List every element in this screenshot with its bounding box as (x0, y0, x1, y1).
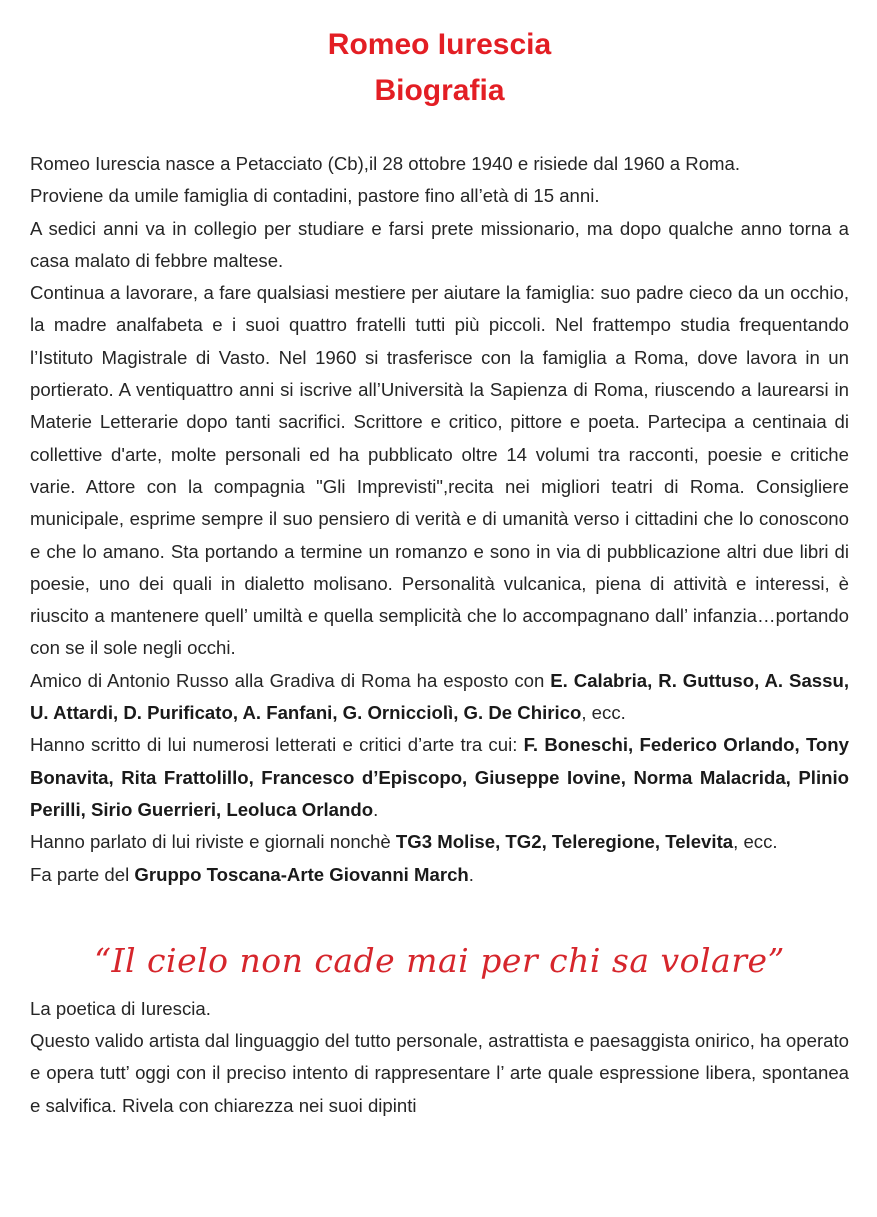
bio-paragraph: Proviene da umile famiglia di contadini, pastore fino all’età di 15 anni. (30, 185, 600, 207)
biography-text (30, 148, 849, 891)
bio-paragraph: A sedici anni va in collegio per studiare e farsi prete missionario, ma dopo qualche anno torna a casa malato di febbre maltese. (30, 217, 849, 271)
text-run: , ecc. (733, 831, 778, 853)
bio-paragraph: Continua a lavorare, a fare qualsiasi mestiere per aiutare la famiglia: suo padre cieco da un occhio, la madre analfabeta e i suoi quattro fratelli tutti più piccoli. Nel frattempo studia frequentando l’Istituto Magistrale di Vasto. Nel 1960 si trasferisce con la famiglia a Roma, dove lavora in un portierato. A ventiquattro anni si iscrive all’Università la Sapienza di Roma, riuscendo a laurearsi in Materie Letterarie dopo tanti sacrifici. Scrittore e critico, pittore e poeta. Partecipa a centinaia di collettive d'arte, molte personali ed ha pubblicato oltre 14 volumi tra racconti, poesie e critiche varie. Attore con la compagnia "Gli Imprevisti",recita nei migliori teatri di Roma. Consigliere municipale, esprime sempre il suo pensiero di verità e di umanità verso i cittadini che lo conoscono e che lo amano. Sta portando a termine un romanzo e sono in via di pubblicazione altri due libri di poesie, uno dei quali in dialetto molisano. Personalità vulcanica, piena di attività e interessi, è riuscito a mantenere quell’ umiltà e quella semplicità che lo accompagnano dall’ infanzia…portando con se il sole negli occhi. (30, 282, 849, 659)
media-names: TG3 Molise, TG2, Teleregione, Televita (395, 831, 734, 853)
bio-paragraph-exhibitions (30, 665, 849, 730)
script-quote: “Il cielo non cade mai per chi sa volare” (94, 940, 785, 980)
bio-paragraph-media (30, 826, 849, 858)
text-run: Hanno scritto di lui numerosi letterati e critici d’arte tra cui: (30, 734, 524, 756)
bio-paragraph: Romeo Iurescia nasce a Petacciato (Cb),il 28 ottobre 1940 e risiede dal 1960 a Roma. (30, 153, 741, 174)
critic-names: F. Boneschi, Federico Orlando, Tony Bonavita, Rita Frattolillo, Francesco d’Episcopo, Giuseppe Iovine, Norma Malacrida, Plinio Perilli, Sirio Guerrieri, Leoluca Orlando (30, 734, 849, 820)
group-name: Gruppo Toscana-Arte Giovanni March (134, 863, 469, 885)
poetica-paragraph: Questo valido artista dal linguaggio del tutto personale, astrattista e paesaggista onirico, ha operato e opera tutt’ oggi con il preciso intento di rappresentare l’ arte quale espressione libera, spontanea e salvifica. Rivela con chiarezza nei suoi dipinti (30, 1030, 849, 1116)
poetica-heading: La poetica di Iurescia. (30, 997, 211, 1019)
text-run: Fa parte del (30, 863, 135, 885)
text-run: Amico di Antonio Russo alla Gradiva di Roma ha esposto con (30, 669, 551, 691)
text-run: Hanno parlato di lui riviste e giornali nonchè (30, 831, 396, 853)
artist-names: E. Calabria, R. Guttuso, A. Sassu, U. Attardi, D. Purificato, A. Fanfani, G. Ornicciolì, G. De Chirico (30, 669, 849, 724)
bio-paragraph-group (30, 859, 849, 891)
document-title (30, 0, 849, 114)
text-run: . (373, 798, 379, 820)
artist-name: Romeo Iurescia (327, 28, 552, 61)
section-title: Biografia (374, 74, 505, 107)
text-run: , ecc. (581, 702, 626, 724)
bio-paragraph-critics (30, 729, 849, 826)
poetica-text (30, 993, 849, 1122)
text-run: . (468, 863, 474, 885)
